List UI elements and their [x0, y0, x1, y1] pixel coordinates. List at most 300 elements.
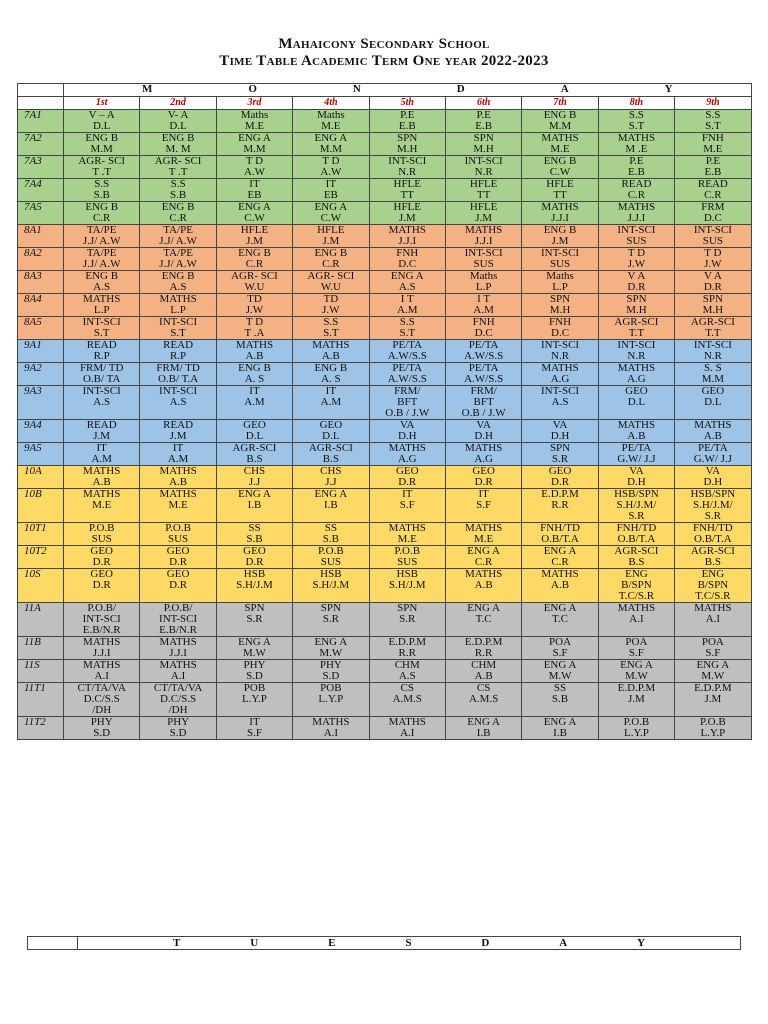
- lesson-cell: [293, 156, 369, 179]
- teacher: A.S: [93, 396, 111, 408]
- lesson-cell: [293, 225, 369, 248]
- subject: VA: [629, 465, 644, 477]
- subject: FNH: [701, 132, 724, 144]
- teacher: S.T: [170, 327, 186, 339]
- lesson-cell: [369, 660, 445, 683]
- lesson-cell: [140, 225, 216, 248]
- subject: ENG A: [543, 602, 577, 614]
- teacher: J.J/ A.W: [82, 235, 121, 247]
- class-row: [18, 386, 752, 420]
- teacher: S.F: [246, 727, 262, 739]
- teacher: L.P: [170, 304, 186, 316]
- teacher: D.L: [627, 396, 646, 408]
- class-name: 9A2: [18, 363, 64, 386]
- subject: S. S: [704, 362, 722, 374]
- teacher: SUS: [626, 235, 647, 247]
- teacher: SUS: [473, 258, 494, 270]
- teacher: S.F: [705, 647, 721, 659]
- teacher: S.H/J.M: [388, 579, 426, 591]
- teacher: C.R: [704, 189, 722, 201]
- class-row: [18, 225, 752, 248]
- lesson-cell: [445, 156, 521, 179]
- tuesday-letter: Y: [637, 937, 646, 949]
- teacher: J.J: [325, 476, 337, 488]
- teacher: O.B / J.W: [461, 407, 506, 419]
- subject: MATHS: [465, 568, 503, 580]
- teacher: D.R: [703, 281, 722, 293]
- lesson-cell: [445, 683, 521, 717]
- lesson-cell: [216, 443, 292, 466]
- lesson-cell: [140, 179, 216, 202]
- subject: SPN: [626, 293, 647, 305]
- teacher: S.D: [169, 727, 187, 739]
- teacher: B/SPN: [697, 579, 729, 591]
- lesson-cell: [598, 523, 674, 546]
- subject: MATHS: [159, 488, 197, 500]
- teacher: D.R: [474, 476, 493, 488]
- lesson-cell: [140, 271, 216, 294]
- lesson-cell: [216, 179, 292, 202]
- subject: TA/PE: [163, 224, 193, 236]
- subject: POB: [243, 682, 266, 694]
- teacher: M.E: [244, 120, 265, 132]
- teacher: M.H: [473, 143, 494, 155]
- teacher: A.W: [320, 166, 342, 178]
- class-row: [18, 489, 752, 523]
- lesson-cell: [522, 133, 598, 156]
- subject: INT-SCI: [540, 247, 580, 259]
- lesson-cell: [522, 683, 598, 717]
- lesson-cell: [598, 420, 674, 443]
- subject: S.S: [705, 109, 721, 121]
- lesson-cell: [216, 156, 292, 179]
- day-letter: A: [560, 83, 569, 95]
- subject: HFLE: [393, 178, 421, 190]
- subject: MATHS: [159, 293, 197, 305]
- lesson-cell: [445, 386, 521, 420]
- class-row: [18, 340, 752, 363]
- subject: MATHS: [235, 339, 274, 351]
- lesson-cell: [64, 225, 140, 248]
- teacher: M.W: [548, 670, 572, 682]
- lesson-cell: [140, 466, 216, 489]
- class-row: [18, 294, 752, 317]
- teacher: D.H: [627, 476, 646, 488]
- lesson-cell: [64, 248, 140, 271]
- lesson-cell: [293, 363, 369, 386]
- subject: INT-SCI: [693, 339, 732, 351]
- subject: HFLE: [317, 224, 345, 236]
- class-row: [18, 717, 752, 740]
- class-name: 7A2: [18, 133, 64, 156]
- teacher: SUS: [549, 258, 571, 270]
- subject: HSB: [396, 568, 418, 580]
- class-row: [18, 683, 752, 717]
- teacher: S.B: [322, 533, 339, 545]
- teacher: M.W: [243, 647, 266, 659]
- subject: AGR-SCI: [232, 442, 277, 454]
- teacher: A.B: [92, 476, 111, 488]
- lesson-cell: [293, 340, 369, 363]
- teacher: S.H/J.M/: [616, 499, 657, 511]
- lesson-cell: [293, 660, 369, 683]
- subject: READ: [86, 419, 117, 431]
- subject: READ: [163, 419, 194, 431]
- lesson-cell: [675, 386, 752, 420]
- class-row: [18, 546, 752, 569]
- subject: ENG: [625, 568, 648, 580]
- lesson-cell: [369, 683, 445, 717]
- teacher: R.P: [93, 350, 110, 362]
- subject: FNH/TD: [540, 522, 580, 534]
- teacher: E.B/N.R: [82, 624, 121, 636]
- lesson-cell: [522, 523, 598, 546]
- lesson-cell: [445, 466, 521, 489]
- class-name: 9A1: [18, 340, 64, 363]
- teacher: T.C: [552, 613, 569, 625]
- teacher: A.B: [551, 579, 570, 591]
- teacher: B/SPN: [621, 579, 652, 591]
- subject: CS: [476, 682, 491, 694]
- subject: INT-SCI: [617, 224, 656, 236]
- lesson-cell: [369, 179, 445, 202]
- lesson-cell: [598, 225, 674, 248]
- lesson-cell: [64, 489, 140, 523]
- class-name: 10B: [18, 489, 64, 523]
- lesson-cell: [216, 420, 292, 443]
- subject: ENG A: [543, 545, 577, 557]
- class-name: 9A5: [18, 443, 64, 466]
- lesson-cell: [216, 466, 292, 489]
- lesson-cell: [140, 683, 216, 717]
- subject: PE/TA: [468, 362, 499, 374]
- teacher: J.M: [169, 430, 187, 442]
- teacher: A.S: [93, 281, 111, 293]
- lesson-cell: [675, 133, 752, 156]
- lesson-cell: [445, 569, 521, 603]
- lesson-cell: [675, 248, 752, 271]
- subject: HSB/SPN: [614, 488, 659, 500]
- lesson-cell: [140, 110, 216, 133]
- subject: AGR-SCI: [690, 545, 735, 557]
- subject: SPN: [702, 293, 723, 305]
- teacher: S.H/J.M: [236, 579, 273, 591]
- lesson-cell: [445, 110, 521, 133]
- subject: AGR- SCI: [78, 155, 126, 167]
- class-row: [18, 569, 752, 603]
- lesson-cell: [522, 363, 598, 386]
- teacher: A.S: [169, 281, 187, 293]
- teacher: M. M: [165, 143, 191, 155]
- teacher: M.M: [701, 373, 725, 385]
- subject: READ: [697, 178, 728, 190]
- lesson-cell: [140, 569, 216, 603]
- school-title: Mahaicony Secondary School: [278, 36, 490, 52]
- tuesday-letter: A: [559, 937, 568, 949]
- subject: IT: [325, 178, 337, 190]
- teacher: J.J/ A.W: [159, 235, 197, 247]
- teacher: J.W: [704, 258, 722, 270]
- subject: P.O.B: [88, 522, 115, 534]
- teacher: D.R: [551, 476, 570, 488]
- subject: V A: [627, 270, 646, 282]
- teacher: S.T: [705, 120, 721, 132]
- teacher: S.T: [399, 327, 416, 339]
- lesson-cell: [64, 271, 140, 294]
- teacher: S.T: [628, 120, 645, 132]
- subject: POA: [549, 636, 572, 648]
- subject: SS: [324, 522, 337, 534]
- tuesday-letter: D: [481, 937, 490, 949]
- subject: SPN: [320, 602, 341, 614]
- lesson-cell: [369, 489, 445, 523]
- teacher: L.Y.P: [700, 727, 726, 739]
- subject: S.S: [94, 178, 110, 190]
- lesson-cell: [369, 340, 445, 363]
- lesson-cell: [216, 225, 292, 248]
- class-name: 10A: [18, 466, 64, 489]
- teacher: R.P: [169, 350, 187, 362]
- subject: MATHS: [159, 465, 197, 477]
- teacher: S.F: [476, 499, 492, 511]
- lesson-cell: [293, 603, 369, 637]
- subject: FNH/TD: [693, 522, 733, 534]
- teacher: D.L: [322, 430, 340, 442]
- lesson-cell: [445, 489, 521, 523]
- lesson-cell: [64, 294, 140, 317]
- lesson-cell: [522, 317, 598, 340]
- subject: MATHS: [83, 659, 121, 671]
- class-name: 8A5: [18, 317, 64, 340]
- teacher: A.W: [243, 166, 266, 178]
- subject: AGR-SCI: [614, 316, 659, 328]
- teacher: S.D: [246, 670, 263, 682]
- teacher: D.R: [245, 556, 264, 568]
- subject: VA: [476, 419, 491, 431]
- teacher: A.I: [705, 613, 721, 625]
- subject: PHY: [319, 659, 342, 671]
- teacher: D.R: [92, 579, 111, 591]
- teacher: A.M.S: [468, 693, 499, 705]
- subject: ENG B: [161, 270, 195, 282]
- lesson-cell: [445, 637, 521, 660]
- lesson-cell: [369, 717, 445, 740]
- teacher: B.S: [246, 453, 263, 465]
- teacher: L.P: [93, 304, 110, 316]
- subject: E.D.P.M: [541, 488, 579, 500]
- subject: POA: [625, 636, 648, 648]
- subject: IT: [325, 385, 337, 397]
- subject: TD: [247, 293, 262, 305]
- teacher: B.S: [628, 556, 645, 568]
- teacher: T.C/S.R: [618, 590, 655, 602]
- subject: MATHS: [465, 224, 503, 236]
- class-row: [18, 248, 752, 271]
- lesson-cell: [293, 294, 369, 317]
- lesson-cell: [369, 603, 445, 637]
- subject: HFLE: [240, 224, 269, 236]
- subject: CT/TA/VA: [153, 682, 203, 694]
- class-name: 9A3: [18, 386, 64, 420]
- period-header: 1st: [64, 97, 140, 110]
- teacher: D.R: [169, 556, 188, 568]
- teacher: D.R: [92, 556, 111, 568]
- teacher: D.H: [550, 430, 570, 442]
- lesson-cell: [598, 717, 674, 740]
- lesson-cell: [675, 294, 752, 317]
- subject: P.E: [705, 155, 721, 167]
- subject: GEO: [625, 385, 648, 397]
- lesson-cell: [369, 466, 445, 489]
- teacher: D.C: [551, 327, 570, 339]
- teacher: D.H: [703, 476, 723, 488]
- lesson-cell: [598, 386, 674, 420]
- subject: I T: [477, 293, 491, 305]
- subject: V- A: [167, 109, 189, 121]
- lesson-cell: [598, 443, 674, 466]
- teacher: INT-SCI: [159, 613, 198, 625]
- teacher: M.M: [90, 143, 113, 155]
- lesson-cell: [216, 110, 292, 133]
- lesson-cell: [369, 248, 445, 271]
- tuesday-timetable-header: [27, 936, 741, 950]
- lesson-cell: [293, 717, 369, 740]
- lesson-cell: [445, 363, 521, 386]
- class-row: [18, 179, 752, 202]
- subject: ENG A: [314, 132, 348, 144]
- subject: MATHS: [83, 488, 121, 500]
- teacher: A.M: [473, 304, 494, 316]
- day-label: [64, 84, 752, 97]
- teacher: J.J.I: [398, 235, 417, 247]
- day-letters: [64, 84, 751, 95]
- lesson-cell: [216, 294, 292, 317]
- lesson-cell: [445, 717, 521, 740]
- subject: MATHS: [83, 636, 121, 648]
- subject: MATHS: [159, 659, 197, 671]
- subject: SPN: [397, 132, 418, 144]
- teacher: S.R: [399, 613, 416, 625]
- subject: MATHS: [617, 201, 656, 213]
- subject: SPN: [397, 602, 418, 614]
- teacher: A.G: [474, 453, 493, 465]
- lesson-cell: [598, 569, 674, 603]
- lesson-cell: [445, 317, 521, 340]
- subject: INT-SCI: [159, 316, 198, 328]
- class-name: 11A: [18, 603, 64, 637]
- subject: PE/TA: [698, 442, 728, 454]
- lesson-cell: [293, 637, 369, 660]
- lesson-cell: [445, 225, 521, 248]
- teacher: D.C: [703, 212, 722, 224]
- tuesday-letter: E: [328, 937, 336, 949]
- subject: AGR-SCI: [614, 545, 659, 557]
- subject: PE/TA: [392, 339, 423, 351]
- lesson-cell: [293, 386, 369, 420]
- teacher: /DH: [92, 704, 112, 716]
- subject: P.O.B: [318, 545, 344, 557]
- subject: S.S: [323, 316, 339, 328]
- subject: INT-SCI: [388, 155, 427, 167]
- lesson-cell: [64, 523, 140, 546]
- subject: AGR- SCI: [154, 155, 202, 167]
- teacher: T.C: [475, 613, 492, 625]
- lesson-cell: [445, 443, 521, 466]
- subject: INT-SCI: [82, 385, 121, 397]
- subject: FNH/TD: [616, 522, 657, 534]
- subject: MATHS: [617, 602, 656, 614]
- lesson-cell: [64, 420, 140, 443]
- teacher: J.W: [245, 304, 264, 316]
- lesson-cell: [216, 133, 292, 156]
- subject: IT: [172, 442, 184, 454]
- teacher: A.B: [321, 350, 340, 362]
- lesson-cell: [140, 637, 216, 660]
- teacher: J.W: [627, 258, 646, 270]
- subject: MATHS: [159, 636, 197, 648]
- day-row: [18, 84, 752, 97]
- lesson-cell: [598, 133, 674, 156]
- lesson-cell: [140, 603, 216, 637]
- subject: ENG A: [467, 545, 500, 557]
- day-letter: Y: [664, 83, 673, 95]
- lesson-cell: [64, 110, 140, 133]
- subject: GEO: [701, 385, 725, 397]
- period-header: 7th: [522, 97, 598, 110]
- lesson-cell: [522, 546, 598, 569]
- subject: GEO: [319, 419, 343, 431]
- teacher: J.M: [628, 693, 645, 705]
- teacher: D.C/S.S: [83, 693, 120, 705]
- teacher: SUS: [91, 533, 112, 545]
- lesson-cell: [140, 523, 216, 546]
- teacher: A.I: [170, 670, 186, 682]
- subject: HFLE: [469, 178, 498, 190]
- subject: Maths: [317, 109, 345, 121]
- teacher: D.R: [169, 579, 188, 591]
- subject: Maths: [469, 270, 498, 282]
- lesson-cell: [445, 340, 521, 363]
- lesson-cell: [216, 489, 292, 523]
- lesson-cell: [675, 443, 752, 466]
- lesson-cell: [598, 363, 674, 386]
- teacher: L.Y.P: [318, 693, 344, 705]
- teacher: S.B: [551, 693, 569, 705]
- lesson-cell: [675, 271, 752, 294]
- lesson-cell: [522, 603, 598, 637]
- subject: T D: [704, 247, 722, 259]
- teacher: A.B: [169, 476, 188, 488]
- lesson-cell: [293, 443, 369, 466]
- subject: P.E: [476, 109, 491, 121]
- subject: SPN: [244, 602, 265, 614]
- subject: P.O.B/: [87, 602, 117, 614]
- teacher: T.C/S.R: [695, 590, 731, 602]
- subject: FRM/: [470, 385, 497, 397]
- day-letter: O: [248, 83, 257, 95]
- subject: ENG B: [543, 155, 577, 167]
- period-row: [18, 97, 752, 110]
- teacher: I.B: [476, 727, 491, 739]
- lesson-cell: [64, 546, 140, 569]
- subject: ENG B: [85, 132, 119, 144]
- teacher: D.C: [398, 258, 417, 270]
- teacher: M.E: [550, 143, 570, 155]
- subject: IT: [402, 488, 413, 500]
- subject: ENG A: [390, 270, 424, 282]
- subject: ENG A: [238, 488, 271, 500]
- lesson-cell: [64, 363, 140, 386]
